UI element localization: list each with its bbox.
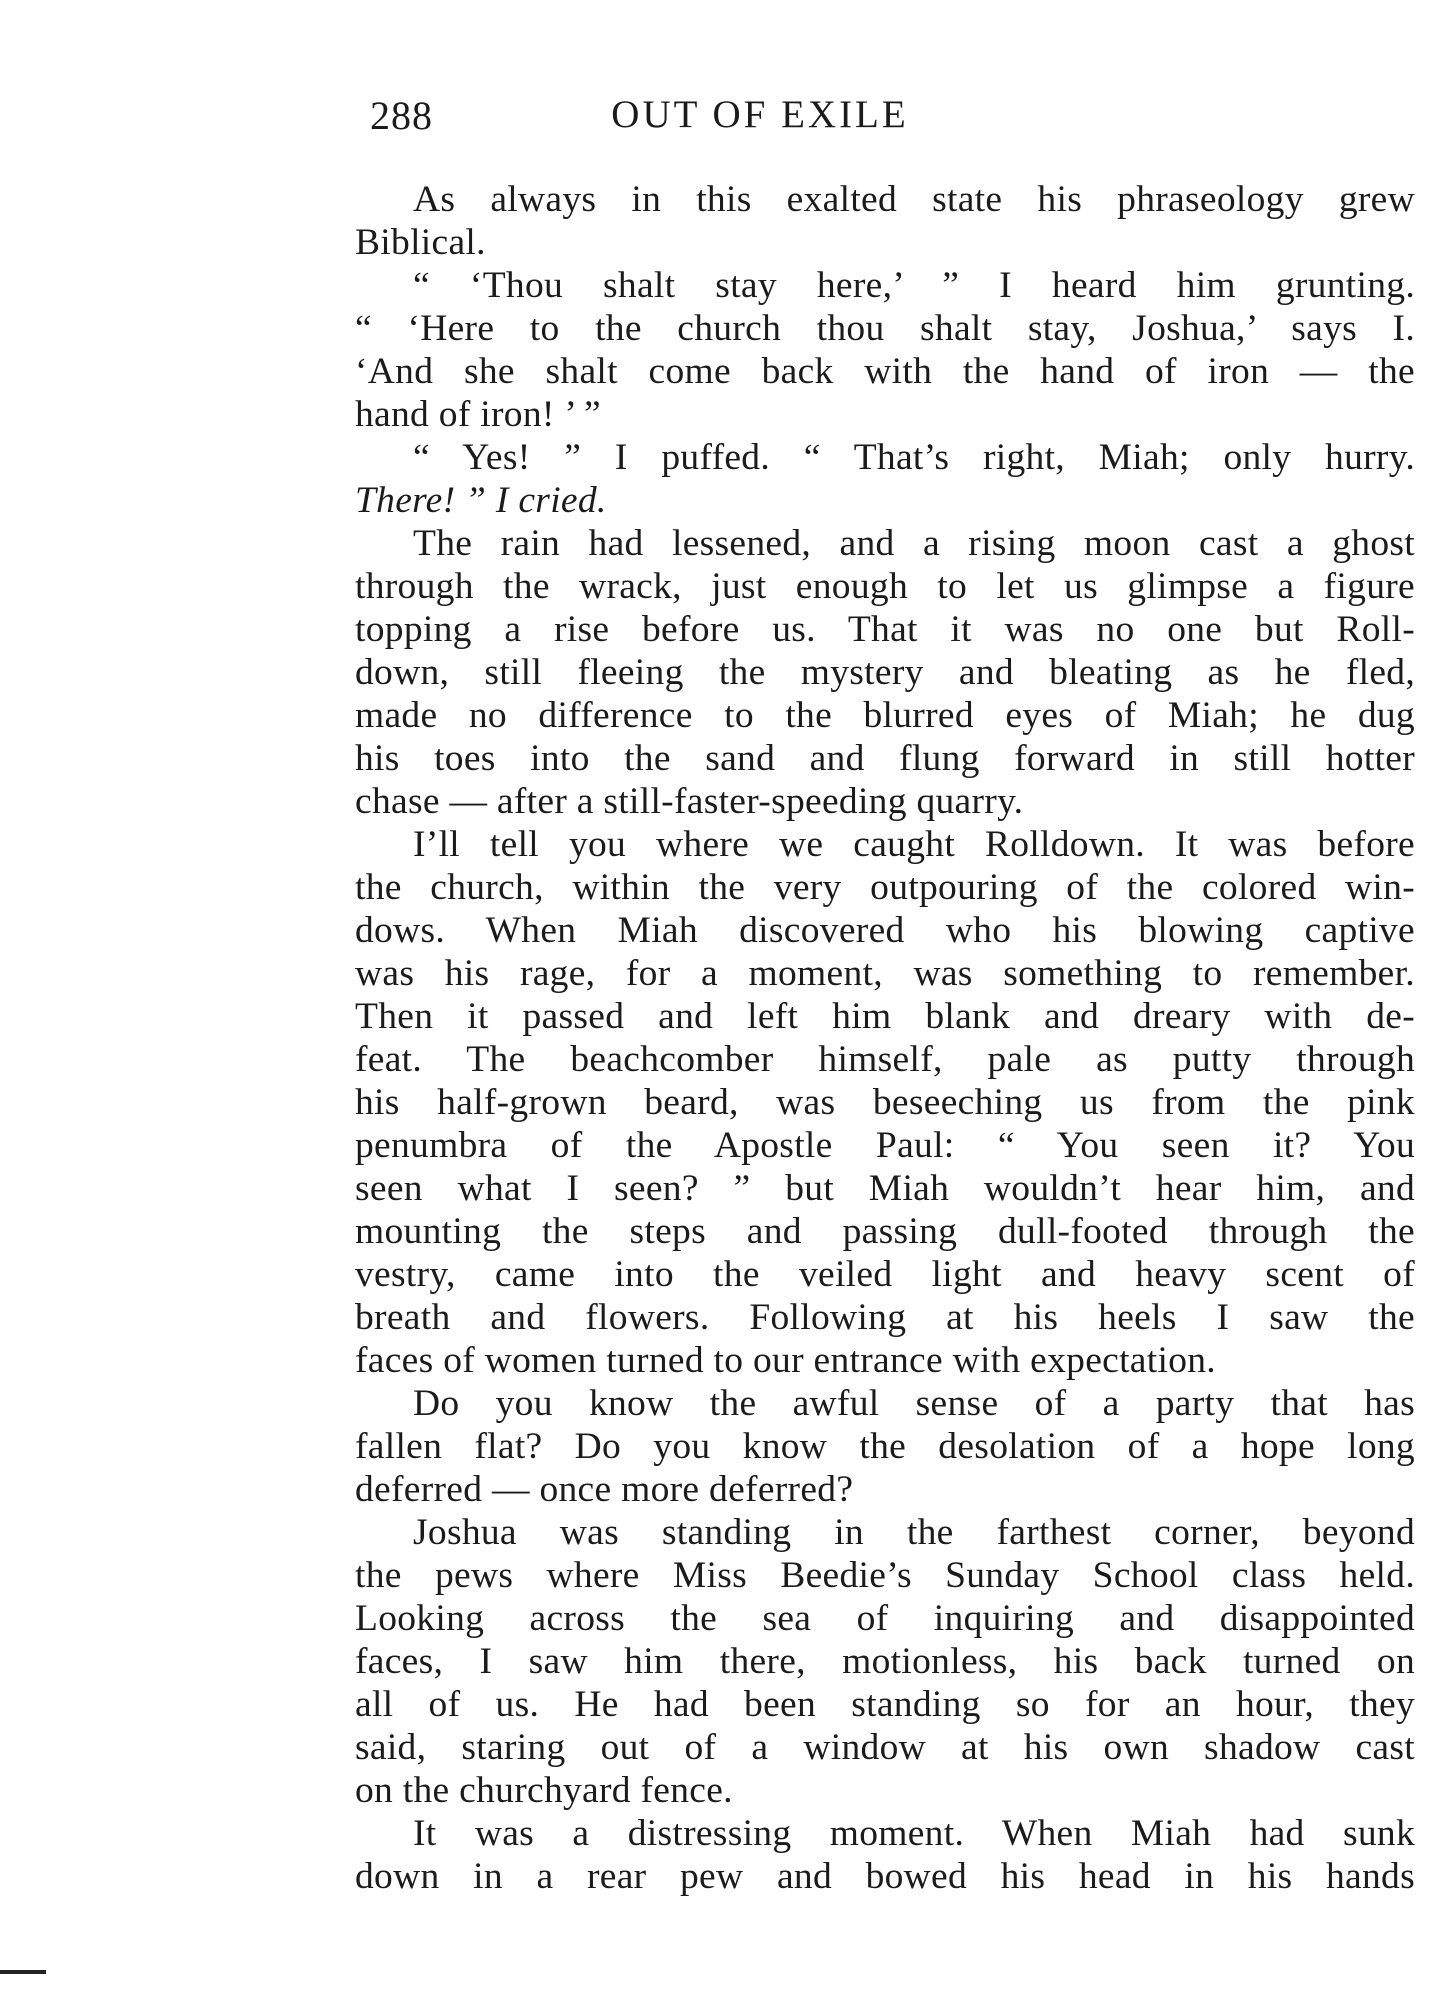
text-line: Do you know the awful sense of a party that has [413,1383,1415,1424]
text-line: mounting the steps and passing dull-footed through the [355,1211,1415,1252]
text-line: “ ‘Here to the church thou shalt stay, Joshua,’ says I. [355,308,1415,349]
text-line: all of us. He had been standing so for an hour, they [355,1684,1415,1725]
text-line: vestry, came into the veiled light and heavy scent of [355,1254,1415,1295]
text-line: I’ll tell you where we caught Rolldown. It was before [413,824,1415,865]
text-line: chase — after a still-faster-speeding quarry. [355,781,1024,822]
text-line: faces of women turned to our entrance with expectation. [355,1340,1216,1381]
text-line: deferred — once more deferred? [355,1469,854,1510]
page-number: 288 [370,93,433,138]
text-line: “ ‘Thou shalt stay here,’ ” I heard him grunting. [413,265,1415,306]
text-line: fallen flat? Do you know the desolation of a hope long [355,1426,1415,1467]
text-line: It was a distressing moment. When Miah had sunk [413,1813,1415,1854]
text-line: Joshua was standing in the farthest corner, beyond [413,1512,1415,1553]
text-line: feat. The beachcomber himself, pale as putty through [355,1039,1415,1080]
text-line: said, staring out of a window at his own shadow cast [355,1727,1415,1768]
text-line: The rain had lessened, and a rising moon cast a ghost [413,523,1415,564]
text-line: seen what I seen? ” but Miah wouldn’t hear him, and [355,1168,1415,1209]
text-line: penumbra of the Apostle Paul: “ You seen it? You [355,1125,1415,1166]
text-line: topping a rise before us. That it was no one but Roll- [355,609,1415,650]
text-line: on the churchyard fence. [355,1770,733,1811]
text-line: ‘And she shalt come back with the hand of iron — the [355,351,1415,392]
text-line: was his rage, for a moment, was something to remember. [355,953,1415,994]
text-line: made no difference to the blurred eyes of Miah; he dug [355,695,1415,736]
body-text [355,178,1415,1898]
text-line: There! ” I cried. [355,480,607,521]
text-line: the pews where Miss Beedie’s Sunday School class held. [355,1555,1415,1596]
text-line: the church, within the very outpouring of the colored win- [355,867,1415,908]
text-line: through the wrack, just enough to let us glimpse a figure [355,566,1415,607]
text-line: Biblical. [355,222,486,263]
running-head [370,92,1090,144]
text-line: dows. When Miah discovered who his blowing captive [355,910,1415,951]
text-line: Then it passed and left him blank and dreary with de- [355,996,1415,1037]
text-line: Looking across the sea of inquiring and disappointed [355,1598,1415,1639]
text-line: As always in this exalted state his phraseology grew [413,179,1415,220]
scan-edge-mark [0,1970,46,1974]
text-line: down in a rear pew and bowed his head in his hands [355,1856,1415,1897]
text-line: down, still fleeing the mystery and bleating as he fled, [355,652,1415,693]
text-line: his half-grown beard, was beseeching us from the pink [355,1082,1415,1123]
text-line: faces, I saw him there, motionless, his back turned on [355,1641,1415,1682]
text-line: hand of iron! ’ ” [355,394,601,435]
book-title: OUT OF EXILE [611,93,909,136]
text-line: breath and flowers. Following at his heels I saw the [355,1297,1415,1338]
text-line: his toes into the sand and flung forward in still hotter [355,738,1415,779]
text-line: “ Yes! ” I puffed. “ That’s right, Miah; only hurry. [413,437,1415,478]
